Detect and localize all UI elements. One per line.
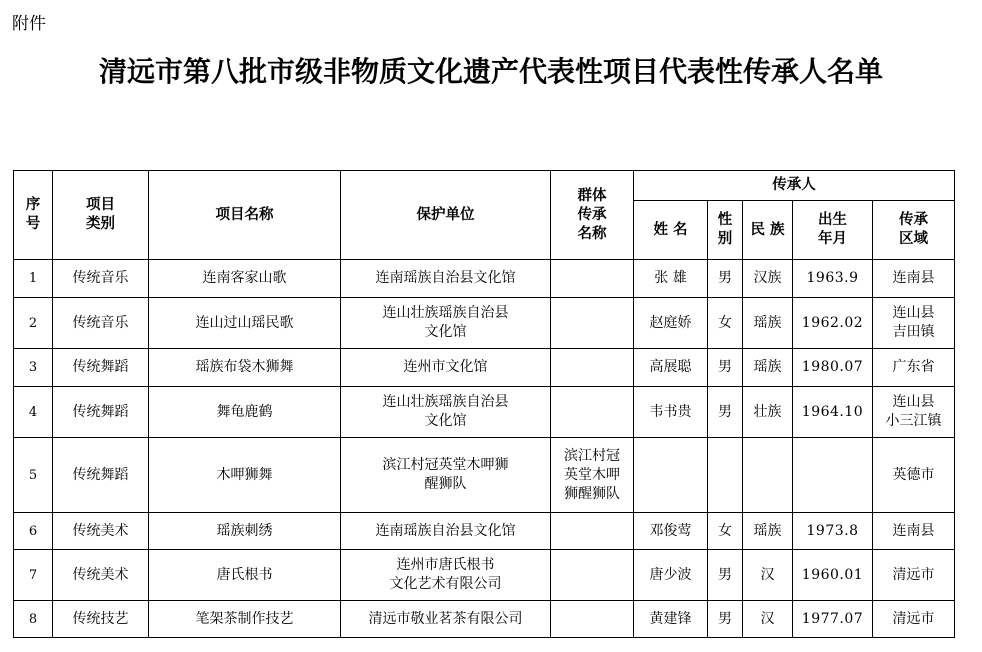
header-project-name: 项目名称 [149,171,341,260]
cell-category: 传统舞蹈 [53,387,149,438]
cell-index: 6 [14,513,53,550]
cell-category: 传统音乐 [53,260,149,298]
cell-gender: 男 [708,349,743,387]
cell-birth: 1973.8 [793,513,873,550]
table-row [14,298,955,349]
table-row [14,550,955,601]
cell-project-name: 唐氏根书 [149,550,341,601]
cell-protection-unit: 滨江村冠英堂木呷狮 醒狮队 [341,438,551,513]
cell-protection-unit: 连山壮族瑶族自治县 文化馆 [341,298,551,349]
cell-gender: 女 [708,513,743,550]
cell-ethnicity: 瑶族 [743,513,793,550]
cell-category: 传统美术 [53,513,149,550]
header-name: 姓 名 [634,201,708,260]
cell-region: 连山县 吉田镇 [873,298,955,349]
cell-project-name: 笔架茶制作技艺 [149,601,341,638]
cell-region: 清远市 [873,550,955,601]
cell-name: 黄建锋 [634,601,708,638]
cell-name: 唐少波 [634,550,708,601]
cell-project-name: 连山过山瑶民歌 [149,298,341,349]
cell-ethnicity: 汉 [743,601,793,638]
cell-birth: 1962.02 [793,298,873,349]
cell-ethnicity: 汉 [743,550,793,601]
header-index: 序 号 [14,171,53,260]
cell-protection-unit: 清远市敬业茗茶有限公司 [341,601,551,638]
cell-category: 传统音乐 [53,298,149,349]
cell-ethnicity [743,438,793,513]
cell-ethnicity: 壮族 [743,387,793,438]
cell-category: 传统美术 [53,550,149,601]
table-row [14,387,955,438]
header-inheritor: 传承人 [634,171,955,201]
cell-gender: 男 [708,601,743,638]
cell-gender: 男 [708,387,743,438]
cell-birth: 1963.9 [793,260,873,298]
cell-name: 高展聪 [634,349,708,387]
cell-category: 传统舞蹈 [53,438,149,513]
cell-region: 清远市 [873,601,955,638]
cell-region: 英德市 [873,438,955,513]
cell-gender: 女 [708,298,743,349]
cell-gender [708,438,743,513]
table-row [14,601,955,638]
table-row [14,349,955,387]
cell-name: 邓俊莺 [634,513,708,550]
cell-project-name: 木呷狮舞 [149,438,341,513]
cell-birth: 1964.10 [793,387,873,438]
cell-index: 5 [14,438,53,513]
cell-ethnicity: 汉族 [743,260,793,298]
cell-protection-unit: 连州市唐氏根书 文化艺术有限公司 [341,550,551,601]
header-row [14,171,955,201]
cell-gender: 男 [708,550,743,601]
cell-protection-unit: 连州市文化馆 [341,349,551,387]
cell-group-name: 滨江村冠 英堂木呷 狮醒狮队 [551,438,634,513]
cell-project-name: 舞龟鹿鹤 [149,387,341,438]
cell-project-name: 瑶族刺绣 [149,513,341,550]
cell-name [634,438,708,513]
cell-name: 张 雄 [634,260,708,298]
cell-ethnicity: 瑶族 [743,298,793,349]
cell-region: 广东省 [873,349,955,387]
header-birth: 出生 年月 [793,201,873,260]
cell-index: 7 [14,550,53,601]
cell-group-name [551,298,634,349]
cell-birth [793,438,873,513]
cell-protection-unit: 连南瑶族自治县文化馆 [341,513,551,550]
cell-name: 赵庭娇 [634,298,708,349]
cell-name: 韦书贵 [634,387,708,438]
header-group-inheritor: 群体 传承 名称 [551,171,634,260]
cell-region: 连南县 [873,513,955,550]
cell-region: 连南县 [873,260,955,298]
cell-index: 2 [14,298,53,349]
cell-group-name [551,513,634,550]
cell-index: 4 [14,387,53,438]
cell-group-name [551,349,634,387]
cell-protection-unit: 连南瑶族自治县文化馆 [341,260,551,298]
cell-project-name: 瑶族布袋木狮舞 [149,349,341,387]
header-category: 项目 类别 [53,171,149,260]
cell-category: 传统技艺 [53,601,149,638]
table-row [14,260,955,298]
cell-region: 连山县 小三江镇 [873,387,955,438]
cell-gender: 男 [708,260,743,298]
cell-group-name [551,260,634,298]
cell-birth: 1980.07 [793,349,873,387]
cell-group-name [551,387,634,438]
header-gender: 性 别 [708,201,743,260]
cell-category: 传统舞蹈 [53,349,149,387]
table-row [14,513,955,550]
header-region: 传承 区域 [873,201,955,260]
cell-index: 3 [14,349,53,387]
cell-birth: 1960.01 [793,550,873,601]
cell-index: 1 [14,260,53,298]
table-row [14,438,955,513]
cell-project-name: 连南客家山歌 [149,260,341,298]
cell-protection-unit: 连山壮族瑶族自治县 文化馆 [341,387,551,438]
cell-birth: 1977.07 [793,601,873,638]
cell-group-name [551,601,634,638]
attachment-label: 附件 [12,14,46,34]
cell-group-name [551,550,634,601]
page-title: 清远市第八批市级非物质文化遗产代表性项目代表性传承人名单 [98,55,883,88]
header-protection-unit: 保护单位 [341,171,551,260]
cell-index: 8 [14,601,53,638]
inheritors-table [13,170,955,638]
cell-ethnicity: 瑶族 [743,349,793,387]
header-ethnicity: 民 族 [743,201,793,260]
